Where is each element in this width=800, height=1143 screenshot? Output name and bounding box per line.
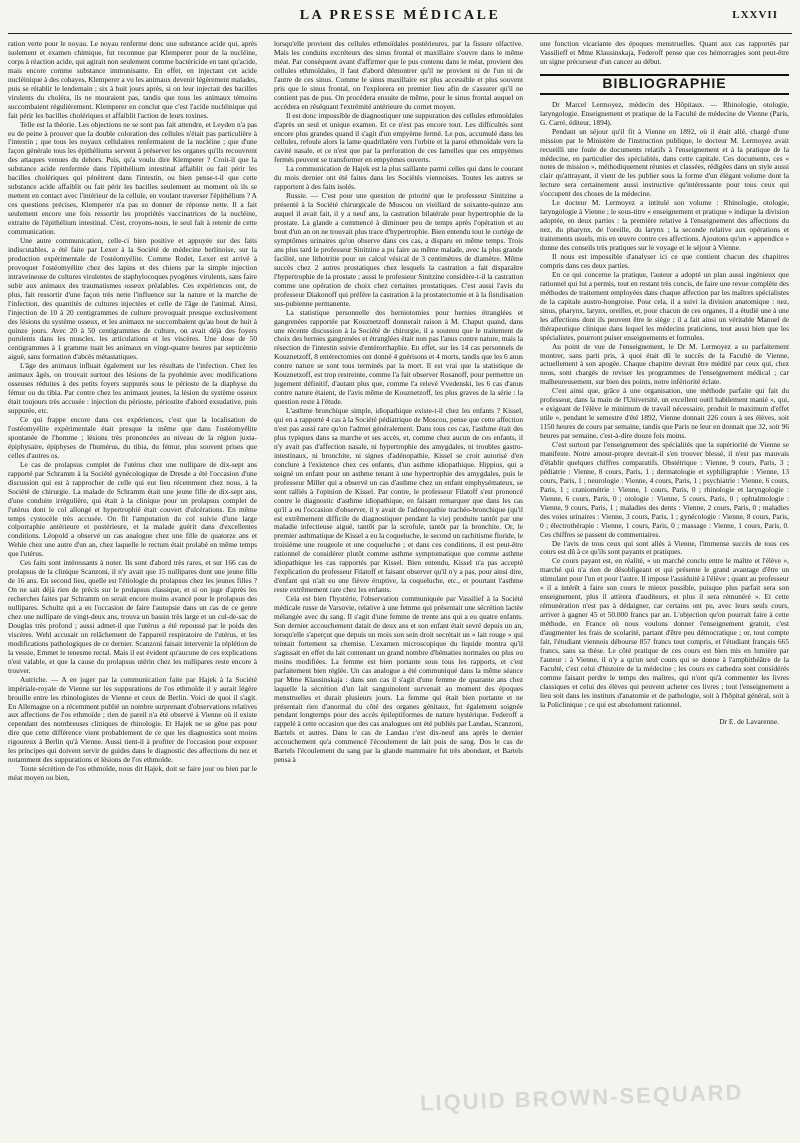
paragraph: En ce qui concerne la pratique, l'auteur a adopté un plan aussi ingénieux que rationnel qui lui a permis, tout en restant très concis, de faire une revue complète des méthodes de traitement employées dans chaque affection par les maîtres spécialistes de la capitale austro-hongroise. Pour cela, il a suivi la division anatomique : nez, sinus, pharynx, larynx, oreilles, et, pour chacun de ces organes, il a étudié une à une les affections dont ils peuvent être le siège ; il a fait ainsi un véritable Manuel de thérapeutique clinique dans lequel les médecins praticiens, tout aussi bien que les spécialistes, pourront puiser enseignements et formules. [540,269,789,342]
paragraph: Le cas de prolapsus complet de l'utérus chez une nullipare de dix-sept ans rapporté par Schramm à la Société gynécologique de Dresde a été l'occasion d'une discussion qui est à rapprocher de celle qui eut lieu récemment chez nous, à la Société de chirurgie. La malade de Schramm était une jeune fille de dix-sept ans, d'une conduite irrégulière, qui était à la clinique pour un prolapsus complet de l'utérus dont le col allongé et hypertrophié était couvert d'ulcérations. En même temps cystocèle très accusée. On fit l'amputation du col suivie d'une large colporraphie antérieure et postérieure, et la malade guérit dans d'excellentes conditions. Léopold a observé un cas analogue chez une fille de quatorze ans et Wehle chez une autre d'un an, chez laquelle le rectum était prolabé en même temps que l'utérus. [8,459,257,559]
paragraph: L'asthme bronchique simple, idiopathique existe-t-il chez les enfants ? Kissel, qui en a rapporté 4 cas à la Société pédiatrique de Moscou, pense que cette affection n'est pas aussi rare qu'on l'admet généralement. Dans tous ces cas, l'asthme était des plus typiques dans sa marche et ses accès, et, comme chez aucun de ces enfants, il n'y avait pas d'affection nasale, ni hypertrophie des amygdales, ni troubles gastro-intestinaux, ni bronchite, ni signes d'adénopathie, Kissel se croit autorisé d'en conclure à l'existence chez ces enfants, d'un asthme idiopathique. Hippius, qui a soigné un enfant pour un asthme tenant à une hypertrophie des amygdales, puis le professeur Miller qui a observé un cas d'asthme chez un enfant emphysémateux, se sont ralliés à l'opinion de Kissel. Par contre, le professeur Filatoff s'est prononcé contre le diagnostic d'asthme idiopathique, en faisant remarquer que dans les cas qu'il a eu l'occasion d'observer, il y avait de l'adénopathie trachéo-bronchique (qu'il est extrêmement difficile de diagnostiquer pendant la vie) produite tantôt par une maladie infectieuse aiguë, tantôt par la scrofule, tantôt par la bronchite. Or, le premier asthmatique de Kissel a eu la coqueluche, le second un rachitisme floride, le troisième une rougeole et une coqueluche ; et dans ces conditions, il est peut-être rationnel de considérer plutôt comme asthme symptomatique que comme asthme idiopathique les cas rapportés par Kissel. Bien entendu, Kissel n'a pas accepté l'explication du professeur Filatoff et faisant observer qu'il n'y a pas, pour ainsi dire, d'enfant qui n'ait eu une fièvre éruptive, la coqueluche, etc., et pourtant l'asthme reste extrêmement rare chez les enfants. [274,406,523,595]
paragraph: Une autre communication, celle-ci bien positive et appuyée sur des faits indiscutables, a été faite par Lexer à la Société de médecine berlinoise, sur la production expérimentale de l'ostéomyélite. Comme Rodet, Lexer est arrivé à provoquer l'ostéomyélite chez des lapins et des chiens par la simple injection intraveineuse de cultures virulentes de staphylocoques pyogènes virulents, sans faire subir aux animaux des traumatismes osseux préalables. Ces expériences ont, de plus, fait ressortir d'une façon très nette l'influence sur la nature et la marche de l'infection, des quantités de cultures injectées et celle de l'âge de l'animal. Ainsi, l'injection de 10 à 20 centigrammes de culture provoquait presque exclusivement des lésions du système osseux, et les animaux ne succombaient qu'au bout de huit à quinze jours. Avec 20 à 50 centigrammes de culture, on avait déjà des foyers purulents dans les muscles, les articulations et les viscères. Une dose de 50 centigrammes à 1 gramme tuait les animaux en vingt-quatre heures par septicémie aiguë, sans formation d'abcès métastatiques. [8,235,257,362]
page-number: LXXVII [732,9,778,21]
paragraph: une fonction vicariante des époques menstruelles. Quant aux cas rapportés par Vassilieff et Mme Klausinskaja, Federoff pense que ces hémorragies sont peut-être un signe précurseur d'un cancer au début. [540,39,789,66]
paragraph: ration verte pour le noyau. Le noyau renferme donc une substance acide qui, après isolement et examen chimique, fut reconnue par Klemperer pour de la nucléine, corps à réaction acide, qui agirait non seulement comme bactéricide en tant qu'acide, mais encore comme substance immunisante. En effet, en injectant cet acide nucléinique à des cobayes, Klemperer a vu les animaux devenir légèrement malades, puis se rétablir le lendemain ; six à huit jours après, si on leur injectait des bacilles virulents du choléra, ils ne mouraient pas, tandis que tous les animaux témoins succombaient régulièrement. Klemperer en conclut que c'est l'acide nucléinique qui fait périr les bacilles cholériques et affaiblit l'action de leurs toxines. [8,39,257,120]
paragraph: Toute sécrétion de l'os ethmoïde, nous dit Hajek, doit se faire jour ou bien par le méat moyen ou bien, [8,764,257,783]
paragraph: Le docteur M. Lermoyez a intitulé son volume : Rhinologie, otologie, laryngologie à Vienne ; le sous-titre « enseignement et pratique » indique la division adoptée, en deux parties : la première relative à l'enseignement des affections du nez, du pharynx, de l'oreille, du larynx ; la seconde relative aux opérations et traitements usuels, mis en œuvre contre ces affections. Ajoutons qu'un « appendice » donne des conseils très pratiques sur le voyage et le séjour à Vienne. [540,198,789,253]
column-1 [8,40,257,783]
column-3 [540,40,789,727]
watermark-text: LIQUID BROWN-SEQUARD [419,1079,744,1116]
bibliography-entry: Dr Marcel Lermoyez, médecin des Hôpitaux. — Rhinologie, otologie, laryngologie. Enseignement et pratique de la Faculté de médecine de Vienne (Paris, G. Carré, éditeur, 1894). [540,99,789,127]
paragraph: Telle est la théorie. Les objections ne se sont pas fait attendre, et Leyden n'a pas eu de peine à prouver que la double coloration des cellules n'était pas particulière à l'intestin ; que tous les noyaux cellulaires renfermaient de la nucléine ; que d'une façon générale tous les épithéliums servent à préserver les organes qu'ils recouvrent des attaques venues du dehors. Puis, qu'a voulu dire Klemperer ? Croit-il que la substance acide renfermée dans l'épithélium intestinal affaiblit ou fait périr les bacilles cholériques qui pénètrent dans l'intestin, ou bien pense-t-il que cette substance acide affaiblit ou fait périr les bacilles seulement au moment où ils se mettent en contact avec l'intérieur de la cellule, en voulant traverser l'épithélium ? A ces questions précises, Klemperer n'a pas su donner de réponse nette. Il a fait seulement encore une fois ressortir les propriétés vaccinatrices de la nucléine, extraite de l'épithélium intestinal. C'est, croyons-nous, le seul fait à retenir de cette communication. [8,119,257,237]
paragraph: La statistique personnelle des herniotomies pour hernies étranglées et gangrenées rapportée par Kouznetzoff donnerait raison à M. Chaput quand, dans une récente discussion à la Société de chirurgie, il a soutenu que le traitement de choix des hernies gangrenées et étranglées était non pas l'anus contre nature, mais la résection de l'intestin suivie d'entérorrhaphie. En effet, sur les 14 cas personnels de Kouznetzoff, 8 entérectomies ont donné 4 guérisons et 4 morts, tandis que les 6 anus contre nature se sont tous terminés par la mort. Il est vrai que la statistique de Kouznetzoff, est trop restreinte, comme l'a fait observer Rosanoff, pour permettre un jugement définitif, d'autant plus que, comme l'a relevé Vvedenski, les 6 cas d'anus contre nature étaient, de l'avis même de Kouznetzoff, les plus graves de la série : la question reste à l'étude. [274,307,523,407]
paragraph: Pendant un séjour qu'il fit à Vienne en 1892, où il était allé, chargé d'une mission par le Ministère de l'instruction publique, le docteur M. Lermoyez avait recueilli une foule de documents relatifs à l'enseignement et à la pratique de la médecine, en particulier des spécialités, dans cette capitale. Ces documents, ces « notes de mission », méthodiquement réunies et classées, rédigées dans un style aussi clair qu'attrayant, il vient de les publier sous la forme d'un élégant volume dont la lecture sera certainement aussi instructive qu'intéressante pour tous ceux qui s'occupent des choses de la médecine. [540,126,789,199]
paragraph: Ce cours payant est, en réalité, « un marché conclu entre le maître et l'élève », marché qui n'a rien de désobligeant et qui présente le grand avantage d'être un stimulant pour l'un et pour l'autre. Il impose l'assiduité à l'élève ; quant au professeur « il a intérêt à faire son cours le mieux possible, puisque plus parfait sera son enseignement, plus il attirera d'auditeurs, et plus il sera rémunéré ». Et cette rémunération n'est pas à dédaigner, car certains ont pu, avec leurs seuls cours, arriver à gagner 45 et 50.000 francs par an. L'objection qu'on pourrait faire à cette méthode, en France où nous voulons donner l'enseignement gratuit, c'est d'augmenter les frais de scolarité, partant d'être peu démocratique ; or, tout compte fait, l'étudiant viennois débourse 857 francs tout compris, et l'étudiant français 665 francs, sans sa thèse. Le côté pratique de ces cours est bien mis en lumière par l'auteur : à Vienne, il n'y a qu'un seul cours qui se donne à l'amphithéâtre de la Faculté, c'est celui d'histoire de la médecine ; les cours ex cathedra sont considérés comme faisant perdre le temps des maîtres, qui n'ont qu'à commenter les livres classiques et celui des élèves qui peuvent acheter ces livres ; tout l'enseignement a lieu soit dans les instituts d'anatomie et de pathologie, soit à l'hôpital général, soit à la Policlinique ; ce qui est absolument rationnel. [540,556,789,709]
paragraph: lorsqu'elle provient des cellules ethmoïdales postérieures, par la fissure olfactive. Mais les conduits excréteurs des sinus frontal et maxillaire s'ouvre dans le même méat. Par conséquent avant d'affirmer que le pus contenu dans le méat, provient des cellules ethmoïdales, il faut d'abord démontrer qu'il ne provient ni de l'un ni de l'autre de ces sinus. Comme le sinus maxillaire est plus accessible et plus souvent pris que le sinus frontal, on l'explorera en premier lieu afin de s'assurer qu'il ne contient pas de pus. On procédera ensuite de même, pour le sinus frontal auquel on accédera en réséquant l'extrémité antérieure du cornet moyen. [274,39,523,111]
paragraph: Cela est bien l'hystérie, l'observation communiquée par Vassilief à la Société médicale russe de Varsovie, relative à une femme qui présentait une sécrétion lactée mélangée avec du sang. Il s'agit d'une femme de trente ans qui a eu quatre enfants. Son dernier accouchement datait de deux ans et son enfant était sevré depuis un an, lorsqu'elle s'aperçut que depuis un mois son sein droit secrétait un « lait rouge » qui teintait fortement sa chemise. L'examen microscopique du liquide montra qu'il s'agissait en effet du lait contenant un grand nombre d'hématies normales ou plus ou moins modifiées. La femme est bien portante sous tous les rapports, et c'est parfaitement bien réglée. Un cas analogue a été communiqué dans la même séance par Mme Klausinskaja : dans son cas il s'agit d'une femme de quarante ans chez laquelle la sécrétion d'un lait sanguinolent survenait au moment des époques menstruelles et durait plusieurs jours. La femme qui était bien portante et ne présentait rien d'anormal du côté des organes génitaux, fut également soignée pendant longtemps pour des accès épileptiformes de nature hystérique. Federoff a rappelé à cette occasion que des cas analogues ont été publiés par Landau, Scanzoni, Bartels et autres. Dans le cas de Landau c'est dix-neuf ans après le dernier accouchement qu'a commencé l'écoulement de lait puis de sang. Dos le cas de Bartels l'écoulement du sang par la glande mammaire fut très abondant, et Bartels pensa à [274,594,523,765]
journal-title: LA PRESSE MÉDICALE [299,8,501,23]
paragraph: L'âge des animaux influait également sur les résultats de l'infection. Chez les animaux âgés, on trouvait surtout des lésions de la pyohémie avec modifications osseuses réduites à des petits foyers suppurés sous le périoste de la diaphyse du fémur ou du tibia. Par contre chez les animaux jeunes, la lésion du système osseux était toujours très accusée : injection du périoste, périostite d'abord exsudative, puis suppurée, etc. [8,361,257,416]
page-header [0,8,800,32]
paragraph: C'est ainsi que, grâce à une organisation, une méthode parfaite qui fait du professeur, dans la main de l'Université, un excellent outil habilement manié », qui, « exigeant de l'élève le minimum de travail nécessaire, produit le maximum d'effet utile », pendant le semestre d'été 1892, Vienne donnait 226 cours à ses élèves, soit 1150 heures de cours par semaine, tandis que Paris ne leur en donnait que 32, soit 96 heures par semaine, c'est-à-dire douze fois moins. [540,386,789,441]
paragraph: Russie. — C'est pour une question de priorité que le professeur Sinitzine a présenté à la Société chirurgicale de Moscou un vieillard de soixante-quinze ans auquel il avait fait, il y a neuf ans, la castration bilatérale pour hypertrophie de la prostate. La glande a commencé à diminuer peu de temps après l'opération et au bout d'un an on ne trouvait plus trace d'hypertrophie. Bien entendu tout le cortège de symptômes urinaires qu'on observe dans ces cas, a disparu en même temps. Trois ans plus tard le professeur Sinitzine a pu faire au même malade, avec la plus grande facilité, une lithotritie pour un calcul vésical de 3 centimètres de diamètre. Même succès chez 2 autres prostatiques chez lesquels la castration a fait disparaître l'hypertrophie de la prostate ; aussi le professeur Sinitzine considère-t-il la castration comme une opération de choix chez certaines prostatiques. C'est aussi l'avis du professeur Diakonoff qui préfère la castration à la prostatectomie et à la fistulisation sus-pubienne permanente. [274,191,523,308]
paragraph: C'est surtout par l'enseignement des spécialités que la supériorité de Vienne se manifeste. Notre amour-propre devrait-il s'en trouver blessé, il n'est pas mauvais d'établir quelques chiffres comparatifs. Obstétrique : Vienne, 9 cours, Paris, 3 ; pédiatrie : Vienne, 8 cours, Paris, 1 ; dermatologie et syphiligraphie : Vienne, 13 cours, Paris, 1 ; neurologie : Vienne, 4 cours, Paris, 1 ; psychiatrie : Vienne, 6 cours, Paris, 1 ; craniométrie : Vienne, 1 cours, Paris, 0 ; rhinologie et laryngologie : Vienne, 6 cours, Paris, 0 ; otologie : Vienne, 5 cours, Paris, 0 ; ophtalmologie : Vienne, 9 cours, Paris, 1 ; maladies des dents : Vienne, 2 cours, Paris, 0 ; maladies des voies urinaires : Vienne, 3 cours, Paris, 1 ; gynécologie : Vienne, 8 cours, Paris, 0 ; électrothérapie : Vienne, 1 cours, Paris, 0 ; massage : Vienne, 1 cours, Paris, 0. Ces chiffres se passent de commentaires. [540,440,789,539]
section-title: BIBLIOGRAPHIE [602,74,727,91]
paragraph: Ces faits sont intéressants à noter. Ils sont d'abord très rares, et sur 166 cas de prolapsus de la clinique Scanzoni, il n'y avait que 15 nullipares dont une jeune fille de 16 ans. En second lieu, quelle est l'étiologie du prolapsus chez les jeunes filles ? On ne sait déjà rien de précis sur le prolapsus classique, et si on juge d'après les recherches faites par Schramm on serait encore moins avancé pour le prolapsus des nullipares. Schultz qui a eu l'occasion de faire l'autopsie dans un cas de ce genre chez une nullipare de vingt-deux ans, trouva un bassin très large et un cul-de-sac de Douglas très profond ; aussi admet-il que l'utérus a été repoussé par le poids des viscères. Wehl accusait un relâchement de l'appareil respiratoire de l'utérus, et les modifications pathologiques de ce dernier. Scanzoni faisait intervenir la réplétion de la vessie, Emmet le tenesme rectal. Mais il est évident qu'aucune de ces explications n'est valable, et que la cause du prolapsus utérin chez les nullipares reste encore à trouver. [8,558,257,675]
column-2 [274,40,523,765]
signature: Dr E. de Lavarenne. [719,716,779,726]
paragraph: Autriche. — A en juger par la communication faite par Hajek à la Société impériale-royale de Vienne sur les suppurations de l'os ethmoïde il y aurait légère brouille entre les rhinologistes de Vienne et ceux de Berlin. Voici de quoi il s'agit. En Allemagne on a récemment publié un nombre surprenant d'observations relatives aux affections de l'os ethmoïde ; rien de pareil n'a été observé à Vienne où il existe cependant des nombreuses cliniques de rhinologie. Et Hajek ne se gêne pas pour dire que cette différence vient probablement de ce que les diagnostics sont moins rigoureux à Berlin qu'à Vienne. Aussi tient-il à profiter de l'occasion pour exposer les principes qui doivent servir de guides dans le diagnostic des affections du nez et notamment des suppurations et lésions de l'os ethmoïde. [8,674,257,765]
paragraph: Au point de vue de l'enseignement, le Dr M. Lermoyez a su parfaitement montrer, sans parti pris, à quoi était dû le succès de la Faculté de Vienne, actuellement à son apogée. Chaque chapitre devrait être médité par ceux qui, chez nous, sont chargés de reviser les programmes de l'enseignement médical ; car malheureusement, sur bien des points, notre infériorité éclate. [540,341,789,387]
paragraph: Ce qui frappe encore dans ces expériences, c'est que la localisation de l'ostéomyélite expérimentale était presque la même que dans l'ostéomyélite spontanée de l'homme ; lésions très prononcées au niveau de la région juxta-épiphysaire, épiphyses de l'humérus, du tibia, du fémur, plus souvent prises que celles d'autres os. [8,415,257,460]
section-header-box [540,74,789,95]
paragraph: Il est donc impossible de diagnostiquer une suppuration des cellules ethmoïdales d'après un seul et unique examen. Et ce n'est pas encore tout. Les difficultés sont encore plus grandes quand il s'agit d'un empyème fermé. Le pus, accumulé dans les cellules, refoule alors la lame quadrilatère vers l'orbite et la paroi ethmoïdale vers la cavité nasale, et ce n'est que par la perforation de ces lamelles que ces empyèmes fermés peuvent se transformer en empyèmes ouverts. [274,110,523,165]
paragraph: La communication de Hajek est la plus saillante parmi celles qui dans le courant du mois dernier ont été faites dans les Sociétés viennoises. Toutes les autres se rapportent à des faits isolés. [274,164,523,192]
header-rule [8,33,792,34]
paragraph: Il nous est impossible d'analyser ici ce que contient chacun des chapitres compris dans ces deux parties. [540,252,789,270]
paragraph: De l'avis de tous ceux qui sont allés à Vienne, l'immense succès de tous ces cours est dû à ce qu'ils sont payants et pratiques. [540,538,789,557]
